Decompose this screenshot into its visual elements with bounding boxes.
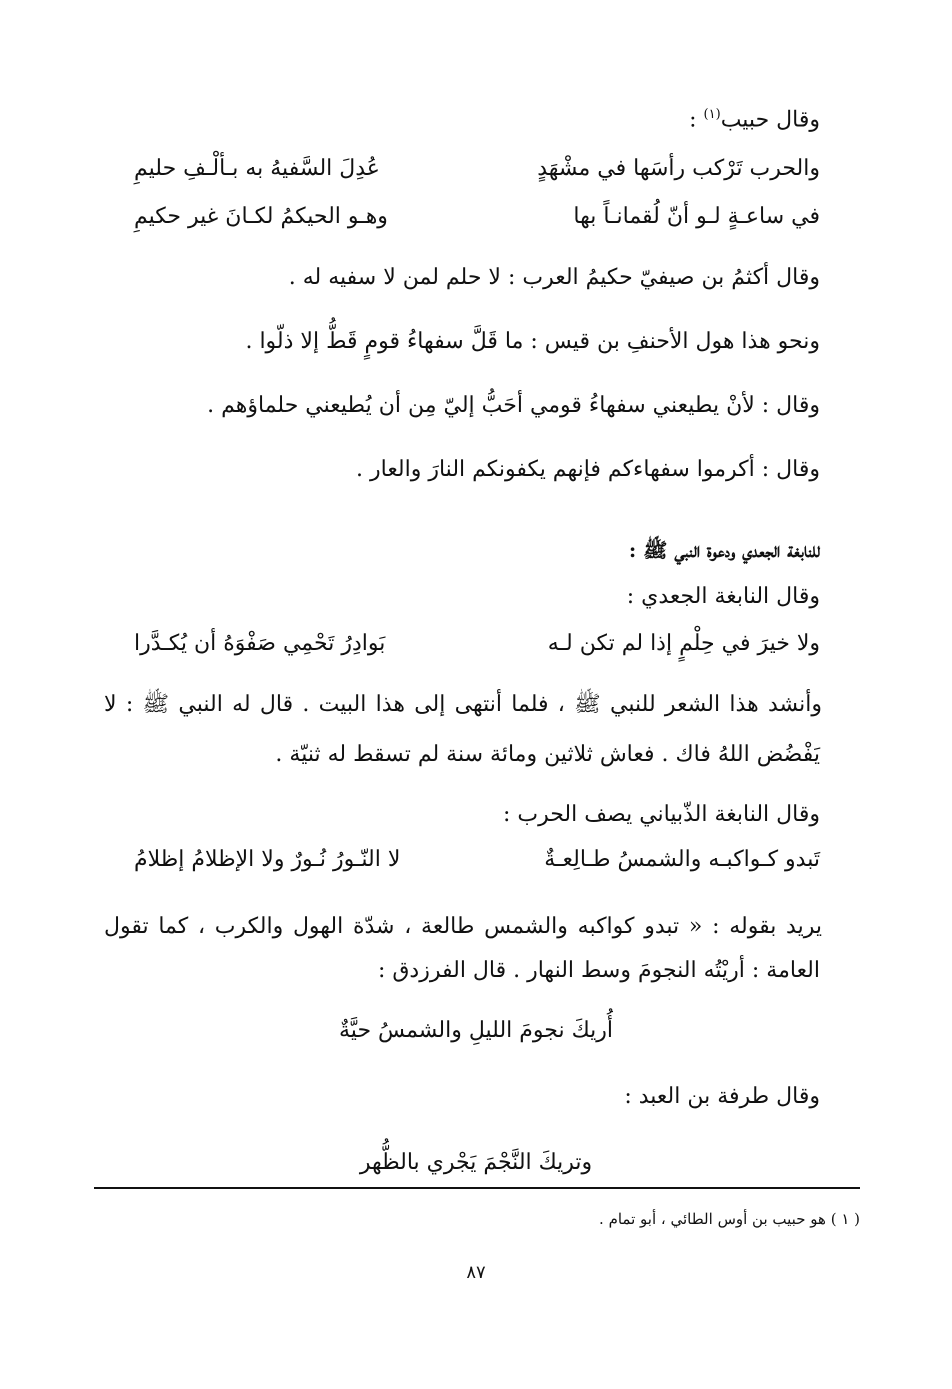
footnote-text: هو حبيب بن أوس الطائي ، أبو تمام . (599, 1210, 826, 1228)
page-number: ٨٧ (466, 1262, 486, 1283)
text-segment: وقال حبيب (720, 107, 820, 133)
text-line-nabigha-jadi: وقال النابغة الجعدي : (626, 584, 820, 609)
verse-hemistich-first: تَبدو كـواكبـه والشمسُ طـالِعـةٌ (544, 847, 820, 872)
verse-hemistich-second: لا النّـورُ نُـورٌ ولا الإظلامُ إظلامُ (134, 847, 401, 872)
verse-hemistich-first: ولا خيرَ في حِلْمٍ إذا لم تكن لـه (547, 631, 820, 656)
verse-hemistich-second: عُدِلَ السَّفيهُ به بـألْـفِ حليمِ (134, 156, 380, 181)
text-line-aktham: وقال أكثمُ بن صيفيّ حكيمُ العرب : لا حلم لمن لا سفيه له . (288, 265, 820, 290)
footnote (599, 1208, 860, 1230)
text-line-akrimu: وقال : أكرموا سفهاءكم فإنهم يكفونكم النارَ والعار . (356, 457, 820, 482)
verse-hemistich-second: بَوادِرُ تَحْمِي صَفْوَهُ أن يُكـدَّرا (134, 631, 386, 656)
text-segment: : (689, 107, 697, 133)
verse-2 (134, 200, 820, 234)
text-line-yafdud: يَفْضُض اللهُ فاك . فعاش ثلاثين ومائة سنة لم تسقط له ثنيّة . (275, 742, 820, 767)
footnote-divider (94, 1187, 860, 1189)
verse-hemistich-first: في ساعـةٍ لـو أنّ لُقمانـاً بها (573, 204, 820, 229)
text-line-dhubyani: وقال النابغة الذّبياني يصف الحرب : (502, 802, 820, 827)
section-heading: للنابغة الجعدي ودعوة النبي ﷺ : (628, 538, 820, 562)
verse-4 (134, 843, 820, 877)
text-line-sufaha: وقال : لأنْ يطيعني سفهاءُ قومي أحَبُّ إليّ مِن أن يُطيعني حلماؤهم . (207, 393, 820, 418)
text-line-tarafa: وقال طرفة بن العبد : (624, 1084, 820, 1109)
text-line-yurid: يريد بقوله : « تبدو كواكبه والشمس طالعة ، شدّة الهول والكرب ، كما تقول (104, 914, 822, 939)
verse-hemistich-first: والحرب تَرْكب رأسَها في مشْهَدٍ (537, 156, 820, 181)
verse-hemistich-second: وهـو الحيكمُ لكـانَ غير حكيمِ (134, 204, 388, 229)
footnote-reference: (١) (703, 107, 721, 122)
text-line-ansharada: وأنشد هذا الشعر للنبي ﷺ ، فلما أنتهى إلى هذا البيت . قال له النبي ﷺ : لا (104, 692, 822, 717)
verse-3 (134, 627, 820, 661)
quoted-verse-tarafa: وتريكَ النَّجْمَ يَجْري بالظُّهر (359, 1150, 593, 1175)
text-line-amma: العامة : أريْتُه النجومَ وسط النهار . قال الفرزدق : (377, 958, 820, 983)
verse-1 (134, 152, 820, 186)
text-line-ahnaf: ونحو هذا هول الأحنفِ بن قيس : ما قَلَّ سفهاءُ قومٍ قَطُّ إلا ذلّوا . (245, 329, 820, 354)
quoted-verse-farazdaq: أُريكَ نجومَ الليلِ والشمسُ حيَّةٌ (339, 1018, 613, 1043)
footnote-marker: ( ١ ) (830, 1210, 860, 1228)
text-line-habib (689, 100, 820, 135)
